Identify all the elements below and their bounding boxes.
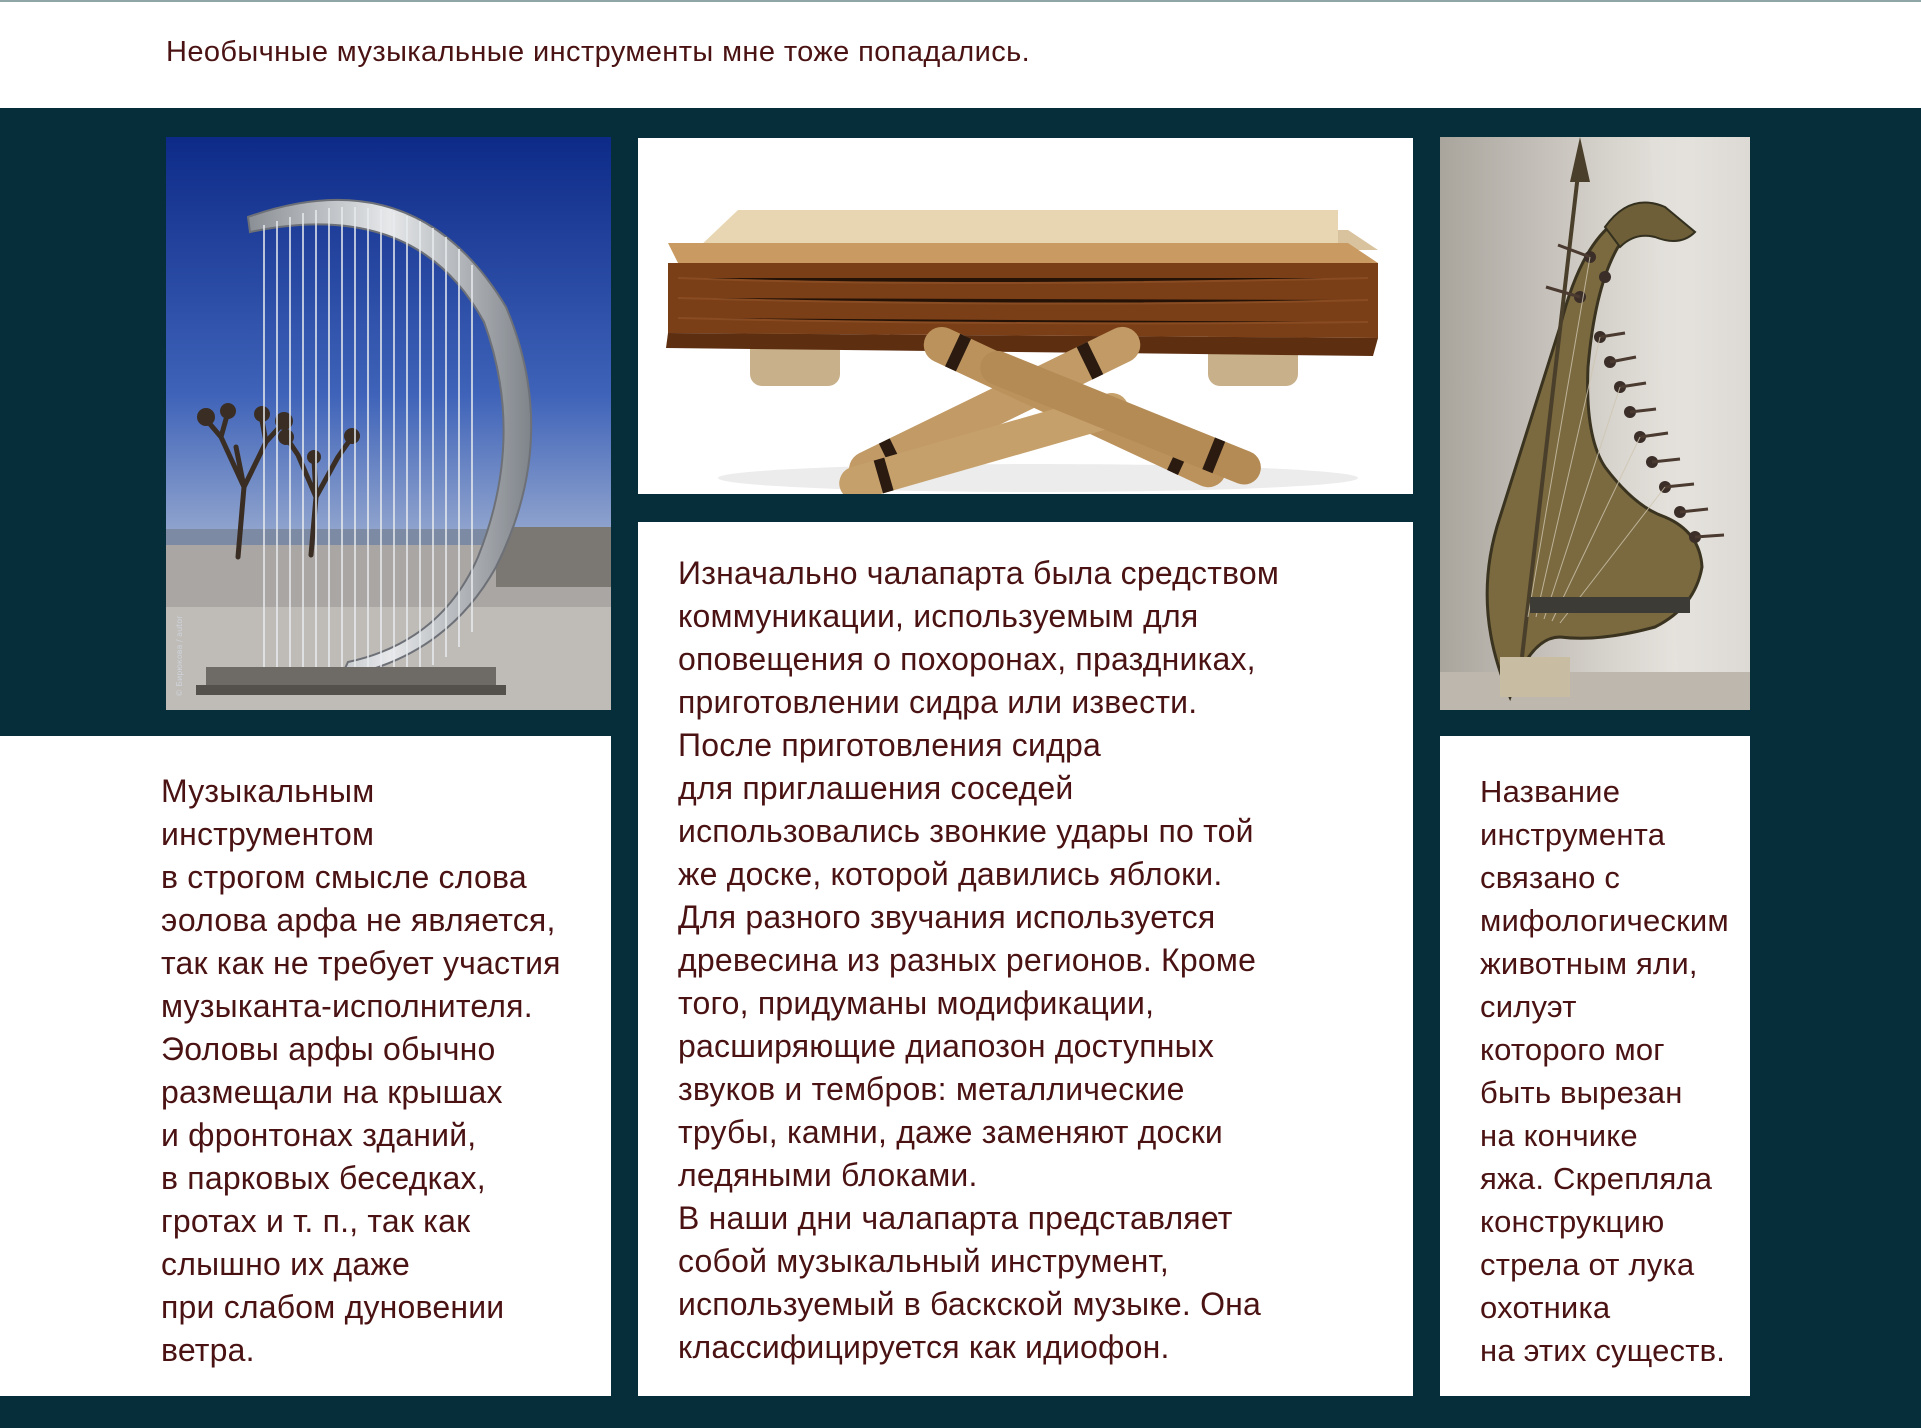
chalaparta-card bbox=[638, 522, 1413, 1396]
top-divider bbox=[0, 0, 1921, 2]
chalaparta-photo bbox=[638, 138, 1413, 494]
photo-watermark: © Бирюкова / autor bbox=[175, 615, 184, 697]
gutter-right bbox=[1413, 736, 1440, 1396]
aeolian-harp-photo bbox=[166, 137, 611, 710]
yali-harp-description: Название инструмента связано с мифологическим животным яли, силуэт которого мог быть вырезан на кончике яжа. Скрепляла конструкцию стрела от лука охотника на этих существ. bbox=[1480, 774, 1729, 1368]
aeolian-harp-description: Музыкальным инструментом в строгом смысле слова эолова арфа не является, так как не требует участия музыканта-исполнителя. Эоловы арфы обычно размещали на крышах и фронтонах зданий, в парковых беседках, гротах и т. п., так как слышно их даже при слабом дуновении ветра. bbox=[161, 773, 561, 1368]
aeolian-harp-card bbox=[0, 736, 611, 1396]
chalaparta-description: Изначально чалапарта была средством коммуникации, используемым для оповещения о похоронах, праздниках, приготовлении сидра или извести. После приготовления сидра для приглашения соседей использовались звонкие удары по той же доске, которой давились яблоки. Для разного звучания используется древесина из разных регионов. Кроме того, придуманы модификации, расширяющие диапозон доступных звуков и тембров: металлические трубы, камни, даже заменяют доски ледяными блоками. В наши дни чалапарта представляет собой музыкальный инструмент, используемый в баскской музыке. Она классифицируется как идиофон. bbox=[678, 555, 1280, 1365]
yali-harp-card bbox=[1440, 736, 1750, 1396]
gutter-left bbox=[611, 736, 638, 1396]
right-margin bbox=[1750, 736, 1921, 1396]
page-heading: Необычные музыкальные инструменты мне тоже попадались. bbox=[166, 36, 1031, 68]
bottom-band bbox=[0, 1396, 1921, 1428]
yali-harp-photo bbox=[1440, 137, 1750, 710]
